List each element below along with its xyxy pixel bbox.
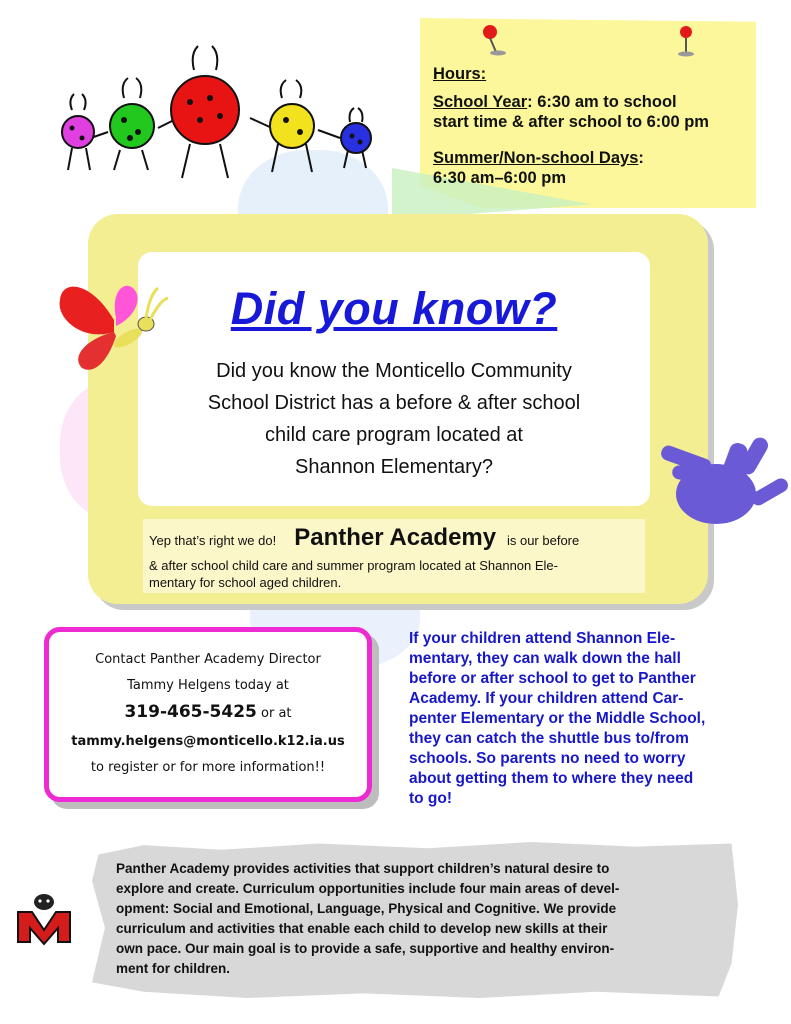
curriculum-line: own pace. Our main goal is to provide a safe, supportive and healthy environ-: [116, 941, 615, 956]
contact-line-2: Tammy Helgens today at: [127, 678, 289, 693]
yep-lead: Yep that’s right we do!: [149, 533, 277, 548]
pushpin-icon: [478, 22, 508, 56]
walk-line: to go!: [409, 790, 453, 807]
walk-line: before or after school to get to Panther: [409, 670, 696, 687]
intro-line-1: Did you know the Monticello Community: [216, 360, 572, 382]
walk-line: Academy. If your children attend Car-: [409, 690, 684, 707]
yep-line-2: & after school child care and summer program located at Shannon Ele-: [149, 558, 558, 573]
curriculum-line: Panther Academy provides activities that support children’s natural desire to: [116, 861, 610, 876]
contact-phone[interactable]: 319-465-5425: [124, 702, 257, 722]
curriculum-line: ment for children.: [116, 961, 231, 976]
intro-line-2: School District has a before & after school: [207, 392, 581, 414]
handprint-illustration: [654, 430, 788, 540]
summer-hours-time: 6:30 am–6:00 pm: [433, 169, 566, 187]
contact-email[interactable]: tammy.helgens@monticello.k12.ia.us: [71, 734, 345, 749]
walk-line: schools. So parents no need to worry: [409, 750, 686, 767]
yep-line-1: [149, 524, 580, 551]
program-name: Panther Academy: [294, 524, 497, 551]
summer-colon: :: [638, 149, 644, 167]
contact-phone-line: [44, 702, 372, 722]
curriculum-line: explore and create. Curriculum opportunities include four main areas of devel-: [116, 881, 620, 896]
intro-line-4: Shannon Elementary?: [295, 456, 493, 478]
panther-academy-intro: [143, 519, 645, 593]
summer-label: Summer/Non-school Days: [433, 149, 639, 167]
page-heading: Did you know?: [230, 283, 558, 334]
walk-line: about getting them to where they need: [409, 770, 694, 787]
ladybug-family-illustration: [50, 40, 390, 190]
walk-line: penter Elementary or the Middle School,: [409, 710, 706, 727]
summer-hours: [433, 148, 644, 168]
walk-line: they can catch the shuttle bus to/from: [409, 730, 689, 747]
curriculum-line: opment: Social and Emotional, Language, Physical and Cognitive. We provide: [116, 901, 617, 916]
curriculum-line: curriculum and activities that enable each child to develop new skills at their: [116, 921, 608, 936]
school-year-line2: start time & after school to 6:00 pm: [433, 113, 709, 131]
school-year-hours: [433, 92, 677, 112]
intro-line-3: child care program located at: [265, 424, 523, 446]
hours-title: Hours:: [433, 65, 487, 83]
contact-or-at: or at: [256, 706, 292, 721]
school-year-label: School Year: [433, 93, 528, 111]
yep-line-3: mentary for school aged children.: [149, 575, 342, 590]
panther-m-logo: [14, 888, 74, 948]
contact-line-5: to register or for more information!!: [90, 760, 326, 775]
pushpin-icon: [674, 24, 704, 58]
school-year-line1: : 6:30 am to school: [527, 93, 677, 111]
yep-tail: is our before: [506, 533, 580, 548]
walk-line: If your children attend Shannon Ele-: [409, 630, 676, 647]
contact-line-1: Contact Panther Academy Director: [95, 652, 321, 667]
walk-line: mentary, they can walk down the hall: [409, 650, 681, 667]
